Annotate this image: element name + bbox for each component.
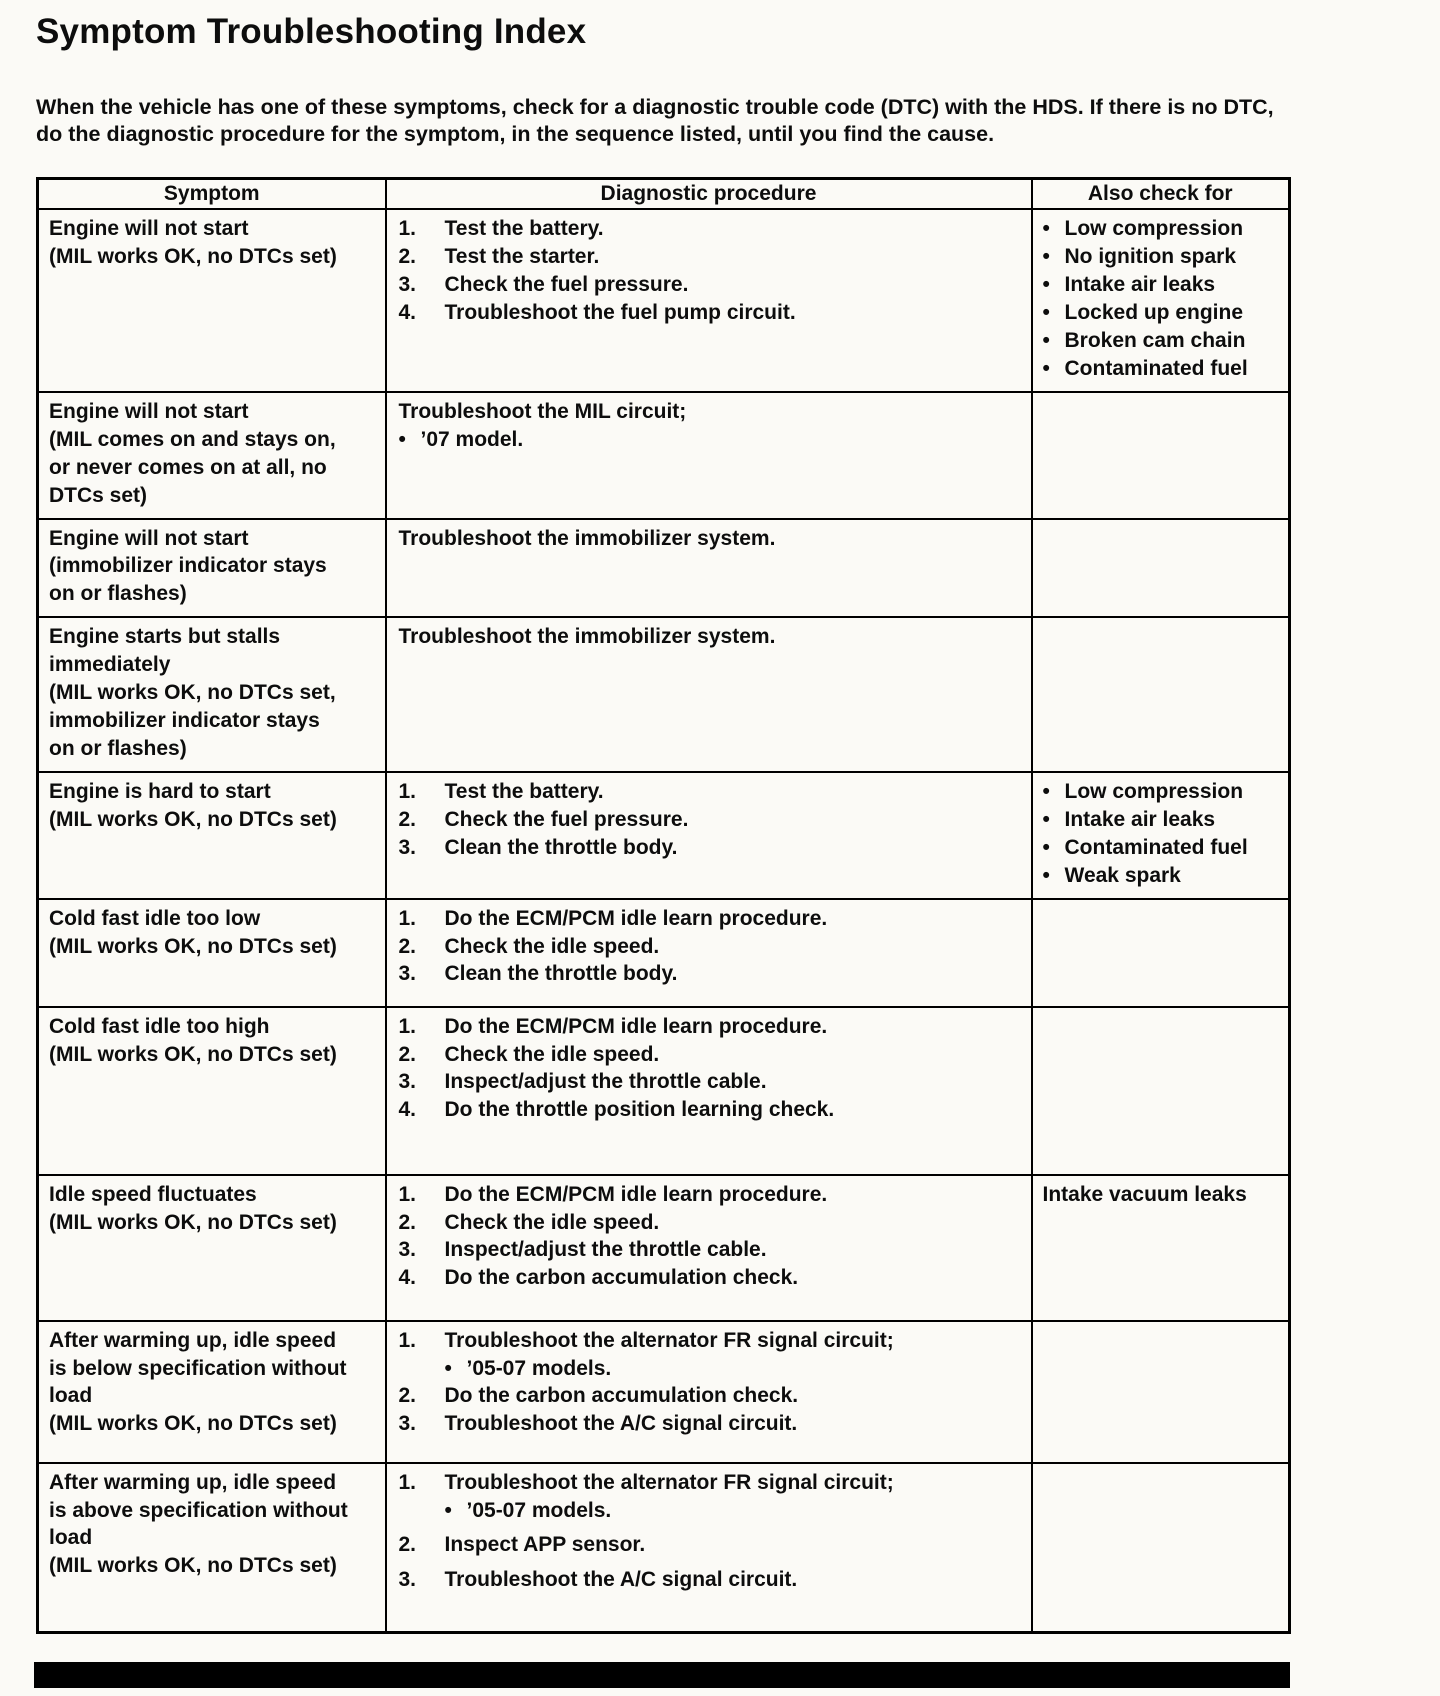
bullet-icon: • bbox=[1042, 329, 1050, 352]
symptom-text: or never comes on at all, no bbox=[49, 455, 327, 479]
procedure-step bbox=[399, 1264, 1023, 1292]
table-row bbox=[38, 1007, 1290, 1175]
also-check-cell bbox=[1032, 209, 1290, 392]
symptom-text: Idle speed fluctuates bbox=[49, 1182, 257, 1206]
procedure-step bbox=[399, 1566, 1023, 1594]
also-text: Intake air leaks bbox=[1064, 807, 1216, 831]
step-text: Check the idle speed. bbox=[444, 1042, 660, 1066]
step-text: Do the ECM/PCM idle learn procedure. bbox=[444, 1182, 828, 1206]
page-title: Symptom Troubleshooting Index bbox=[36, 12, 587, 51]
step-text: Clean the throttle body. bbox=[444, 962, 678, 986]
step-number: 2. bbox=[398, 807, 417, 831]
symptom-text: (MIL works OK, no DTCs set) bbox=[49, 1210, 337, 1234]
step-text: Do the ECM/PCM idle learn procedure. bbox=[444, 906, 828, 930]
procedure-step bbox=[399, 1327, 1023, 1355]
step-text: Inspect/adjust the throttle cable. bbox=[444, 1070, 767, 1094]
step-text: Troubleshoot the alternator FR signal circuit; bbox=[444, 1470, 894, 1494]
procedure-step bbox=[399, 933, 1023, 961]
symptom-text: After warming up, idle speed bbox=[49, 1470, 337, 1494]
procedure-step bbox=[399, 215, 1023, 243]
step-number: 1. bbox=[398, 1014, 417, 1038]
troubleshooting-table bbox=[36, 177, 1291, 1634]
symptom-cell bbox=[38, 1463, 386, 1633]
step-number: 3. bbox=[398, 1568, 417, 1592]
bullet-icon: • bbox=[1042, 273, 1050, 297]
bullet-icon: • bbox=[1042, 779, 1050, 803]
procedure-step bbox=[399, 1531, 1023, 1559]
step-number: 1. bbox=[398, 779, 417, 803]
symptom-text: (MIL works OK, no DTCs set, bbox=[49, 681, 336, 705]
bullet-icon: • bbox=[1042, 217, 1050, 241]
step-number: 2. bbox=[398, 1384, 417, 1408]
also-check-item bbox=[1043, 243, 1281, 271]
procedure-bullet bbox=[399, 1355, 1023, 1383]
bullet-icon: • bbox=[1042, 301, 1050, 325]
step-text: Troubleshoot the fuel pump circuit. bbox=[444, 301, 796, 325]
procedure-cell bbox=[386, 772, 1032, 899]
also-text: No ignition spark bbox=[1064, 245, 1237, 269]
table-row bbox=[38, 1463, 1290, 1633]
procedure-step bbox=[399, 1410, 1023, 1438]
procedure-step bbox=[399, 1041, 1023, 1069]
also-text: Weak spark bbox=[1064, 863, 1181, 887]
step-number: 2. bbox=[398, 245, 417, 269]
also-check-item bbox=[1043, 215, 1281, 243]
step-text: Check the idle speed. bbox=[444, 934, 660, 958]
symptom-text: immediately bbox=[49, 653, 171, 677]
symptom-cell bbox=[38, 1175, 386, 1321]
symptom-text: on or flashes) bbox=[49, 736, 187, 760]
step-text: Inspect/adjust the throttle cable. bbox=[444, 1238, 767, 1262]
procedure-step bbox=[399, 1096, 1023, 1124]
procedure-step bbox=[399, 271, 1023, 299]
symptom-text: Engine is hard to start bbox=[49, 779, 271, 803]
step-number: 4. bbox=[398, 1266, 417, 1290]
symptom-text: (MIL works OK, no DTCs set) bbox=[49, 807, 337, 831]
step-text: Do the carbon accumulation check. bbox=[444, 1266, 799, 1290]
step-number: 4. bbox=[398, 301, 417, 325]
step-number: 1. bbox=[398, 906, 417, 930]
also-check-cell bbox=[1032, 1463, 1290, 1633]
step-number: 4. bbox=[398, 1098, 417, 1122]
procedure-text: Troubleshoot the MIL circuit; bbox=[398, 399, 687, 423]
bullet-text: ’07 model. bbox=[420, 427, 524, 451]
symptom-text: Engine will not start bbox=[49, 526, 249, 550]
symptom-cell bbox=[38, 1321, 386, 1463]
step-number: 3. bbox=[398, 835, 417, 859]
bullet-icon: • bbox=[1042, 835, 1050, 859]
symptom-text: immobilizer indicator stays bbox=[49, 709, 320, 733]
symptom-text: (MIL works OK, no DTCs set) bbox=[49, 934, 337, 958]
bullet-icon: • bbox=[1042, 863, 1050, 887]
procedure-step bbox=[399, 1469, 1023, 1497]
procedure-cell bbox=[386, 1007, 1032, 1175]
also-check-item bbox=[1043, 778, 1281, 806]
procedure-text: Troubleshoot the immobilizer system. bbox=[398, 625, 776, 649]
step-text: Do the carbon accumulation check. bbox=[444, 1384, 799, 1408]
procedure-step bbox=[399, 1068, 1023, 1096]
procedure-step bbox=[399, 1382, 1023, 1410]
symptom-text: After warming up, idle speed bbox=[49, 1328, 337, 1352]
bullet-text: ’05-07 models. bbox=[466, 1356, 612, 1380]
column-header-also-check-for: Also check for bbox=[1032, 179, 1290, 210]
table-row bbox=[38, 1175, 1290, 1321]
step-number: 2. bbox=[398, 1042, 417, 1066]
step-text: Test the starter. bbox=[444, 245, 600, 269]
step-text: Do the throttle position learning check. bbox=[444, 1098, 835, 1122]
table-row bbox=[38, 772, 1290, 899]
procedure-bullet bbox=[399, 1497, 1023, 1525]
also-check-cell bbox=[1032, 617, 1290, 772]
procedure-cell bbox=[386, 1321, 1032, 1463]
also-check-cell bbox=[1032, 899, 1290, 1007]
step-text: Inspect APP sensor. bbox=[444, 1533, 646, 1557]
bullet-text: ’05-07 models. bbox=[466, 1498, 612, 1522]
also-check-item bbox=[1043, 862, 1281, 890]
also-check-item bbox=[1043, 355, 1281, 383]
procedure-step bbox=[399, 1181, 1023, 1209]
step-number: 3. bbox=[398, 1070, 417, 1094]
bullet-icon: • bbox=[1042, 245, 1050, 269]
step-number: 3. bbox=[398, 1412, 417, 1436]
procedure-step bbox=[399, 1013, 1023, 1041]
symptom-text: is above specification without bbox=[49, 1498, 348, 1522]
symptom-text: on or flashes) bbox=[49, 582, 187, 606]
also-text: Low compression bbox=[1064, 217, 1244, 241]
symptom-text: Engine will not start bbox=[49, 399, 249, 423]
bullet-icon: • bbox=[1042, 807, 1050, 831]
bullet-icon: • bbox=[1042, 356, 1050, 380]
also-check-cell bbox=[1032, 1007, 1290, 1175]
procedure-cell bbox=[386, 519, 1032, 618]
symptom-text: (MIL works OK, no DTCs set) bbox=[49, 1042, 337, 1066]
procedure-step bbox=[399, 1236, 1023, 1264]
table-header-row bbox=[38, 179, 1290, 210]
symptom-text: Cold fast idle too low bbox=[49, 906, 261, 930]
symptom-cell bbox=[38, 772, 386, 899]
procedure-cell bbox=[386, 899, 1032, 1007]
also-check-cell bbox=[1032, 1175, 1290, 1321]
symptom-text: DTCs set) bbox=[49, 483, 148, 507]
bullet-icon: • bbox=[398, 427, 406, 451]
also-check-text: Intake vacuum leaks bbox=[1042, 1182, 1247, 1206]
table-row bbox=[38, 209, 1290, 392]
step-text: Check the fuel pressure. bbox=[444, 807, 689, 831]
symptom-cell bbox=[38, 519, 386, 618]
step-text: Troubleshoot the A/C signal circuit. bbox=[444, 1412, 798, 1436]
also-text: Contaminated fuel bbox=[1064, 356, 1248, 380]
table-row bbox=[38, 617, 1290, 772]
also-text: Broken cam chain bbox=[1064, 329, 1246, 352]
procedure-cell bbox=[386, 1463, 1032, 1633]
symptom-text: (MIL works OK, no DTCs set) bbox=[49, 1554, 337, 1578]
symptom-text: load bbox=[49, 1384, 93, 1408]
step-number: 1. bbox=[398, 1328, 417, 1352]
table-row bbox=[38, 899, 1290, 1007]
procedure-step bbox=[399, 778, 1023, 806]
also-check-cell bbox=[1032, 392, 1290, 519]
procedure-text: Troubleshoot the immobilizer system. bbox=[398, 526, 776, 550]
procedure-step bbox=[399, 299, 1023, 327]
procedure-step bbox=[399, 243, 1023, 271]
also-text: Intake air leaks bbox=[1064, 273, 1216, 297]
also-check-item bbox=[1043, 299, 1281, 327]
symptom-text: (MIL comes on and stays on, bbox=[49, 427, 336, 451]
symptom-cell bbox=[38, 899, 386, 1007]
symptom-text: (MIL works OK, no DTCs set) bbox=[49, 245, 337, 269]
procedure-cell bbox=[386, 209, 1032, 392]
symptom-text: Engine will not start bbox=[49, 217, 249, 241]
step-text: Do the ECM/PCM idle learn procedure. bbox=[444, 1014, 828, 1038]
procedure-step bbox=[399, 834, 1023, 862]
also-check-cell bbox=[1032, 519, 1290, 618]
also-check-item bbox=[1043, 806, 1281, 834]
step-number: 3. bbox=[398, 1238, 417, 1262]
intro-paragraph: When the vehicle has one of these symptoms, check for a diagnostic trouble code (DTC) with the HDS. If there is no DTC, do the diagnostic procedure for the symptom, in the sequence listed, until you find the cause. bbox=[36, 95, 1274, 146]
step-text: Check the idle speed. bbox=[444, 1210, 660, 1234]
step-text: Test the battery. bbox=[444, 779, 604, 803]
step-number: 1. bbox=[398, 1182, 417, 1206]
symptom-cell bbox=[38, 209, 386, 392]
step-number: 3. bbox=[398, 273, 417, 297]
procedure-cell bbox=[386, 392, 1032, 519]
column-header-symptom: Symptom bbox=[38, 179, 386, 210]
step-text: Check the fuel pressure. bbox=[444, 273, 689, 297]
also-check-cell bbox=[1032, 772, 1290, 899]
step-number: 2. bbox=[398, 934, 417, 958]
procedure-step bbox=[399, 1209, 1023, 1237]
procedure-step bbox=[399, 960, 1023, 988]
also-check-item bbox=[1043, 271, 1281, 299]
also-text: Contaminated fuel bbox=[1064, 835, 1248, 859]
step-text: Clean the throttle body. bbox=[444, 835, 678, 859]
table-row bbox=[38, 392, 1290, 519]
table-row bbox=[38, 519, 1290, 618]
symptom-text: is below specification without bbox=[49, 1356, 347, 1380]
symptom-text: (immobilizer indicator stays bbox=[49, 554, 327, 578]
step-text: Troubleshoot the alternator FR signal circuit; bbox=[444, 1328, 894, 1352]
also-check-item bbox=[1043, 834, 1281, 862]
step-number: 2. bbox=[398, 1210, 417, 1234]
bullet-icon: • bbox=[444, 1356, 452, 1380]
procedure-cell bbox=[386, 617, 1032, 772]
step-number: 1. bbox=[398, 217, 417, 241]
page-bottom-rule bbox=[34, 1662, 1290, 1688]
symptom-text: load bbox=[49, 1526, 93, 1550]
also-check-cell bbox=[1032, 1321, 1290, 1463]
column-header-diagnostic-procedure: Diagnostic procedure bbox=[386, 179, 1032, 210]
also-check-item bbox=[1043, 327, 1281, 355]
also-text: Low compression bbox=[1064, 779, 1244, 803]
procedure-bullet bbox=[399, 426, 1023, 454]
step-text: Troubleshoot the A/C signal circuit. bbox=[444, 1568, 798, 1592]
step-number: 1. bbox=[398, 1470, 417, 1494]
step-text: Test the battery. bbox=[444, 217, 604, 241]
bullet-icon: • bbox=[444, 1498, 452, 1522]
symptom-cell bbox=[38, 617, 386, 772]
symptom-text: (MIL works OK, no DTCs set) bbox=[49, 1412, 337, 1436]
symptom-text: Cold fast idle too high bbox=[49, 1014, 270, 1038]
also-text: Locked up engine bbox=[1064, 301, 1244, 325]
symptom-cell bbox=[38, 392, 386, 519]
step-number: 3. bbox=[398, 962, 417, 986]
procedure-step bbox=[399, 806, 1023, 834]
table-row bbox=[38, 1321, 1290, 1463]
procedure-step bbox=[399, 905, 1023, 933]
symptom-text: Engine starts but stalls bbox=[49, 625, 281, 649]
symptom-cell bbox=[38, 1007, 386, 1175]
procedure-cell bbox=[386, 1175, 1032, 1321]
step-number: 2. bbox=[398, 1533, 417, 1557]
